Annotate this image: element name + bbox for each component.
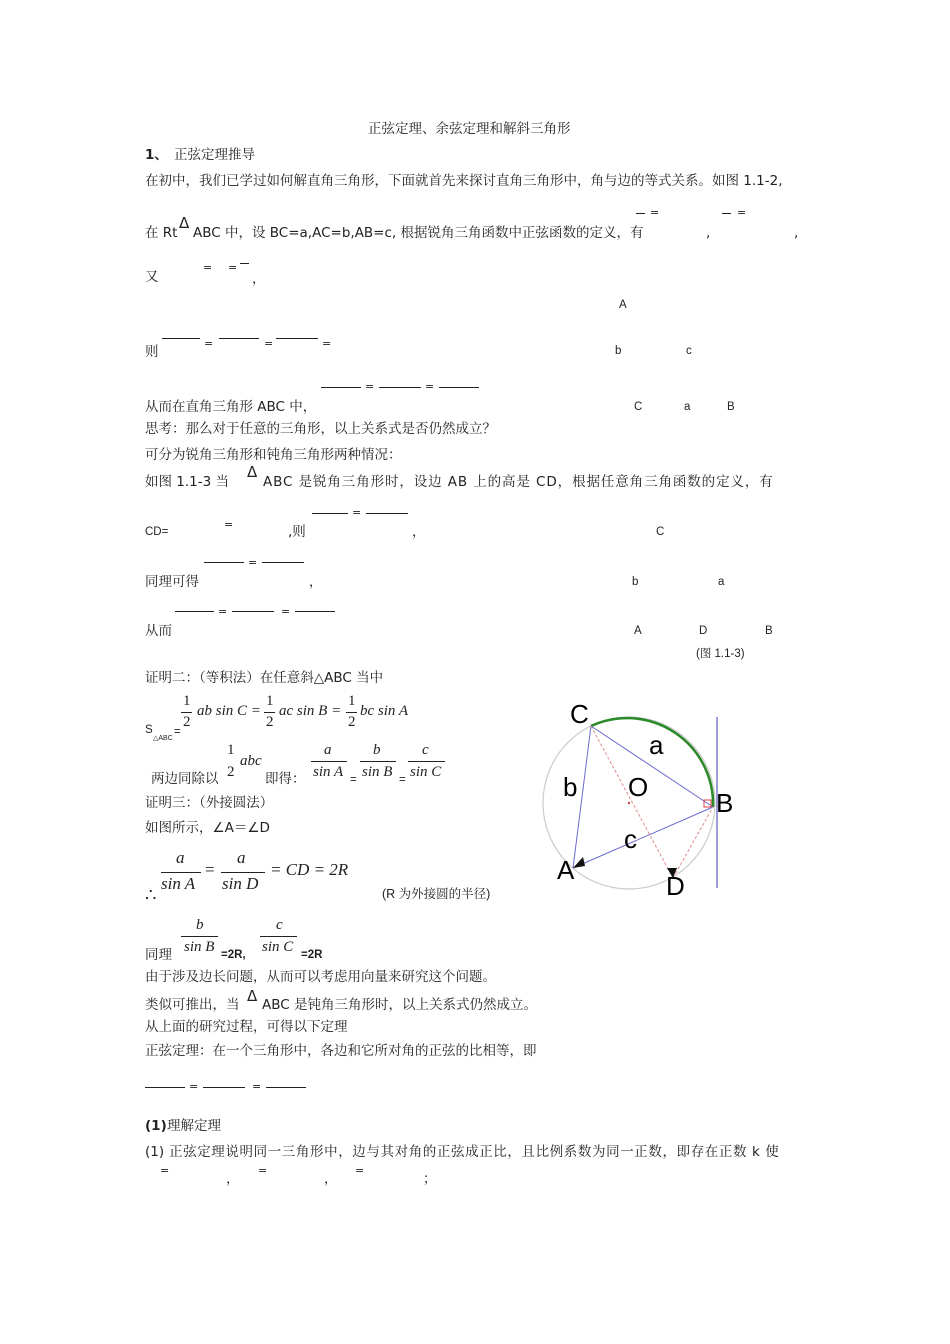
comma: ， (412, 524, 426, 540)
fraction-bar (636, 213, 645, 214)
fig2-label-A: A (634, 625, 642, 637)
from-above: 从上面的研究过程，可得以下定理 (145, 1019, 348, 1035)
half-denominator: 2 (266, 714, 274, 730)
frac-sinC: sin C (262, 939, 294, 955)
equals-sign: = (224, 518, 234, 531)
sine-theorem: 正弦定理：在一个三角形中，各边和它所对角的正弦的比相等，即 (145, 1043, 537, 1059)
frac-a-den: sin A (313, 764, 344, 780)
fraction-bar (312, 513, 348, 514)
equals-sign: = (350, 774, 357, 786)
understand-heading: 理解定理 (167, 1118, 221, 1134)
equals-sign: = (355, 1164, 365, 1177)
equals-sign: = (425, 380, 435, 393)
proof3-heading: 证明三：（外接圆法） (145, 795, 274, 811)
frac-a-num-big: a (176, 848, 185, 867)
label-C: C (570, 699, 589, 729)
equals-sign: = (252, 1080, 262, 1093)
equals-sign: = (650, 206, 660, 219)
equals-sign: = (204, 337, 214, 350)
radius-note: (R 为外接圆的半径) (382, 887, 491, 901)
fig1-label-b: b (615, 345, 622, 357)
obtuse-start: 类似可推出，当 (145, 997, 240, 1013)
label-B: B (716, 788, 734, 818)
section-number: 1、 (145, 147, 168, 163)
side-c (573, 807, 713, 868)
delta-symbol: Δ (179, 214, 190, 232)
equals-sign: = (228, 261, 238, 274)
label-O: O (628, 772, 649, 802)
frac-c-den: sin C (410, 764, 442, 780)
fraction-bar (260, 936, 297, 937)
frac-a-num-big: a (237, 848, 246, 867)
fraction-bar (360, 761, 396, 762)
label-D: D (666, 871, 685, 901)
delta-symbol: Δ (247, 463, 258, 481)
fig113-text: ABC 是锐角三角形时，设边 AB 上的高是 CD，根据任意角三角函数的定义，有 (263, 474, 774, 490)
fraction-bar (266, 1087, 306, 1088)
equals-sign: = (264, 337, 274, 350)
delta-symbol: Δ (247, 987, 258, 1005)
fig1-label-C: C (634, 401, 643, 413)
section-heading: 正弦定理推导 (174, 147, 255, 163)
center-point (628, 802, 630, 804)
fraction-bar (175, 611, 214, 612)
comma: ， (226, 1171, 240, 1187)
equals-sign: = (203, 261, 213, 274)
fraction-bar (295, 611, 335, 612)
equals-sign: = (218, 605, 228, 618)
half-denominator: 2 (183, 714, 191, 730)
fraction-bar (203, 1087, 245, 1088)
therefore-symbol: ∴ (145, 885, 157, 906)
abc-term: abc (240, 753, 262, 769)
cases-text: 可分为锐角三角形和钝角三角形两种情况： (145, 447, 402, 463)
fraction-bar (439, 387, 479, 388)
label-A: A (557, 855, 575, 885)
jide-label: 即得： (265, 771, 306, 787)
fig1-label-A: A (619, 299, 627, 311)
equals-sign: = (399, 774, 406, 786)
label-b: b (563, 772, 578, 802)
area-formula-part1: ab sin C = (197, 703, 261, 719)
fraction-bar (145, 1087, 185, 1088)
fraction-bar (232, 611, 274, 612)
label-c: c (624, 824, 637, 854)
fraction-bar (262, 562, 304, 563)
fraction-bar (379, 387, 421, 388)
frac-sinB: sin B (184, 939, 215, 955)
half-numerator: 1 (348, 693, 356, 709)
equals-2r: =2R (301, 949, 323, 961)
frac-c-num: c (276, 917, 283, 933)
divide-text: 两边同除以 (151, 771, 219, 787)
right-triangle-conclusion: 从而在直角三角形 ABC 中， (145, 399, 317, 415)
tongli-label: 同理可得 (145, 574, 199, 590)
half-numerator: 1 (227, 742, 235, 758)
tongli2-label: 同理 (145, 947, 172, 963)
angle-equality: 如图所示，∠A＝∠D (145, 820, 270, 836)
fraction-bar (722, 213, 731, 214)
frac-c-num: c (422, 742, 429, 758)
comma: , (706, 225, 711, 241)
frac-b-den: sin B (362, 764, 393, 780)
half-denominator: 2 (348, 714, 356, 730)
half-numerator: 1 (183, 693, 191, 709)
then-label: ,则 (288, 524, 306, 540)
obtuse-rest: ABC 是钝角三角形时，以上关系式仍然成立。 (262, 997, 537, 1013)
fig1-label-a: a (684, 401, 691, 413)
fig2-caption: (图 1.1-3) (696, 648, 745, 660)
fraction-bar (161, 872, 201, 873)
rt-prefix: 在 Rt (145, 225, 178, 241)
area-label: S (145, 724, 153, 736)
fraction-bar (181, 712, 192, 713)
fraction-bar (346, 712, 357, 713)
equals-sign: = (189, 1080, 199, 1093)
page-title: 正弦定理、余弦定理和解斜三角形 (368, 121, 571, 137)
fraction-bar (311, 761, 347, 762)
frac-sinD-big: sin D (222, 874, 259, 893)
point1-text: 正弦定理说明同一三角形中，边与其对角的正弦成正比，且比例系数为同一正数，即存在正数 k 使 (169, 1144, 780, 1160)
fraction-bar (240, 263, 249, 264)
equals-2r: =2R, (221, 949, 246, 961)
half-denominator: 2 (227, 764, 235, 780)
fraction-bar (366, 513, 408, 514)
frac-a-num: a (324, 742, 332, 758)
comma: ， (252, 271, 266, 287)
equals-sign: = (737, 206, 747, 219)
fig2-label-C: C (656, 526, 665, 538)
fraction-bar (264, 712, 275, 713)
fig2-label-a: a (718, 576, 725, 588)
fraction-bar (204, 562, 244, 563)
fig1-label-B: B (727, 401, 735, 413)
fraction-bar (221, 872, 265, 873)
rt-definition: ABC 中，设 BC=a,AC=b,AB=c, 根据锐角三角函数中正弦函数的定义，有 (193, 225, 644, 241)
equals-sign: = (281, 605, 291, 618)
area-formula-part2: ac sin B = (279, 703, 342, 719)
equals-sign: = (258, 1164, 268, 1177)
point1-number: (1) (145, 1144, 165, 1160)
cd-2r: = CD = 2R (270, 860, 349, 879)
equals-sign: = (248, 556, 258, 569)
comma: ， (309, 574, 323, 590)
fraction-bar (408, 761, 445, 762)
fig1-label-c: c (686, 345, 692, 357)
paragraph-intro: 在初中，我们已学过如何解直角三角形，下面就首先来探讨直角三角形中，角与边的等式关系。如图 1.1-2, (145, 173, 783, 189)
fig2-label-b: b (632, 576, 639, 588)
fraction-bar (219, 338, 259, 339)
congEr-label: 从而 (145, 623, 172, 639)
comma: ， (324, 1171, 338, 1187)
frac-b-num: b (373, 742, 381, 758)
equals-sign: = (322, 337, 332, 350)
equals-sign: = (205, 860, 215, 879)
frac-b-num: b (196, 917, 204, 933)
semicolon: ； (423, 1171, 437, 1187)
half-numerator: 1 (266, 693, 274, 709)
area-subscript: △ABC (153, 735, 173, 742)
area-equals: = (174, 726, 181, 738)
you-label: 又 (145, 269, 159, 285)
chord-DB (673, 807, 713, 878)
circumcircle-diagram (540, 690, 740, 905)
equals-sign: = (352, 506, 362, 519)
fig113-intro: 如图 1.1-3 当 (145, 474, 230, 490)
fig2-label-D: D (699, 625, 708, 637)
proof2-heading: 证明二：（等积法）在任意斜△ABC 当中 (145, 670, 384, 686)
understand-number: (1) (145, 1118, 167, 1134)
ze-label: 则 (145, 344, 159, 360)
equals-sign: = (365, 380, 375, 393)
think-question: 思考：那么对于任意的三角形，以上关系式是否仍然成立？ (145, 421, 496, 437)
cd-label: CD= (145, 526, 169, 538)
fraction-bar (181, 936, 218, 937)
area-formula-part3: bc sin A (360, 703, 409, 719)
fraction-bar (162, 338, 200, 339)
fraction-bar (276, 338, 318, 339)
equals-sign: = (160, 1164, 170, 1177)
vector-text: 由于涉及边长问题，从而可以考虑用向量来研究这个问题。 (145, 969, 496, 985)
label-a: a (649, 730, 664, 760)
fig2-label-B: B (765, 625, 773, 637)
fraction-bar (321, 387, 361, 388)
frac-sinA-big: sin A (161, 874, 196, 893)
angle-A-marker (573, 857, 585, 868)
comma: , (794, 225, 799, 241)
